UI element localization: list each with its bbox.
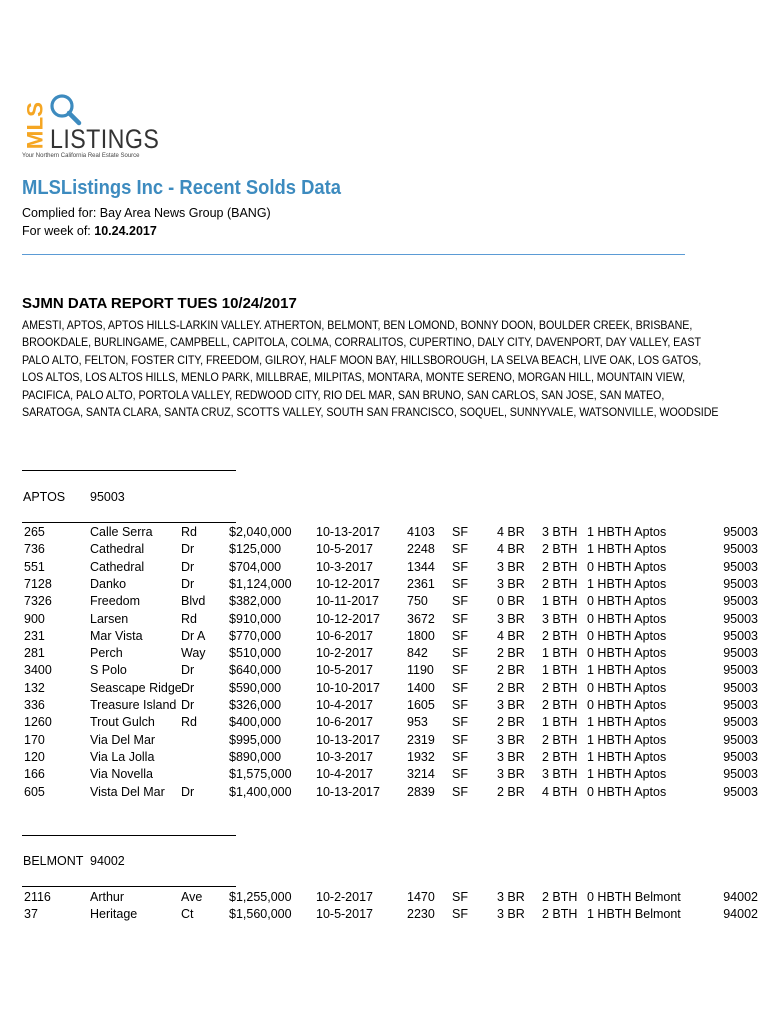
square-feet: 842 [407,646,428,661]
sale-date: 10-6-2017 [316,715,373,730]
half-baths-city: 1 HBTH Aptos [587,767,667,782]
half-baths-city: 0 HBTH Aptos [587,698,667,712]
zip-code: 95003 [723,542,758,557]
street-name: Danko [90,576,127,591]
property-type: SF [452,611,468,626]
section-rule [22,886,236,887]
sale-date: 10-13-2017 [316,732,380,747]
property-type: SF [452,784,468,799]
sale-price: $995,000 [229,732,282,747]
section-rule [22,835,236,836]
square-feet: 1800 [407,628,435,643]
sale-price: $400,000 [229,715,282,730]
aptos-city-label: APTOS [23,490,66,504]
street-name: Via Novella [90,767,154,782]
street-number: 7128 [24,576,52,591]
mls-listings-logo [22,92,160,166]
table-row [0,577,768,594]
square-feet: 2361 [407,576,435,591]
cities-line: PACIFICA, PALO ALTO, PORTOLA VALLEY, REDWOOD CITY, RIO DEL MAR, SAN BRUNO, SAN CARLOS, SAN JOSE, SAN MATEO, [22,389,665,402]
street-name: Vista Del Mar [90,784,165,799]
bedrooms: 0 BR [497,594,525,609]
street-name: Cathedral [90,542,145,557]
street-type: Dr [181,542,195,557]
header-divider [22,254,685,255]
table-row [0,629,768,646]
square-feet: 2248 [407,542,435,557]
half-baths-city: 0 HBTH Belmont [587,890,681,904]
sale-price: $125,000 [229,542,282,557]
street-name: Perch [90,646,123,661]
property-type: SF [452,680,468,695]
half-baths-city: 0 HBTH Aptos [587,646,667,661]
sale-date: 10-13-2017 [316,525,380,539]
half-baths-city: 1 HBTH Aptos [587,663,667,678]
street-number: 1260 [24,715,52,730]
sale-price: $890,000 [229,749,282,764]
sale-price: $326,000 [229,698,282,712]
property-type: SF [452,628,468,643]
street-name: Calle Serra [90,525,153,539]
sale-date: 10-4-2017 [316,767,373,782]
sale-date: 10-2-2017 [316,890,373,904]
table-row [0,560,768,577]
table-row [0,750,768,767]
sale-price: $770,000 [229,628,282,643]
half-baths-city: 1 HBTH Belmont [587,907,681,922]
half-baths-city: 0 HBTH Aptos [587,784,667,799]
bedrooms: 3 BR [497,611,525,626]
bedrooms: 2 BR [497,663,525,678]
bathrooms: 1 BTH [542,594,578,609]
property-type: SF [452,594,468,609]
square-feet: 1400 [407,680,435,695]
aptos-zip-label: 95003 [90,490,125,504]
table-row [0,542,768,559]
street-type: Rd [181,525,197,539]
half-baths-city: 1 HBTH Aptos [587,576,667,591]
sale-price: $1,400,000 [229,784,292,799]
sale-date: 10-2-2017 [316,646,373,661]
street-name: Cathedral [90,559,145,574]
table-row [0,733,768,750]
bedrooms: 3 BR [497,907,525,922]
street-name: Freedom [90,594,141,609]
street-number: 132 [24,680,45,695]
cities-line: LOS ALTOS, LOS ALTOS HILLS, MENLO PARK, MILLBRAE, MILPITAS, MONTARA, MONTE SERENO, MORGAN HILL, MOUNTAIN VIEW, [22,372,686,385]
street-name: Seascape Ridge [90,680,182,695]
zip-code: 95003 [723,784,758,799]
street-number: 336 [24,698,45,712]
page-title: MLSListings Inc - Recent Solds Data [22,177,341,199]
zip-code: 95003 [723,663,758,678]
week-of-value: 10.24.2017 [94,224,157,238]
property-type: SF [452,542,468,557]
zip-code: 95003 [723,559,758,574]
zip-code: 95003 [723,680,758,695]
sale-date: 10-10-2017 [316,680,380,695]
table-row [0,525,768,542]
sale-price: $640,000 [229,663,282,678]
street-type: Rd [181,611,197,626]
street-type: Ave [181,890,203,904]
street-number: 551 [24,559,45,574]
street-number: 265 [24,525,45,539]
compiled-for-text: Complied for: Bay Area News Group (BANG) [22,206,271,220]
half-baths-city: 1 HBTH Aptos [587,542,667,557]
street-number: 736 [24,542,45,557]
street-number: 2116 [24,890,51,904]
property-type: SF [452,749,468,764]
week-of-line [22,224,157,238]
square-feet: 2319 [407,732,435,747]
zip-code: 94002 [723,890,758,904]
street-number: 900 [24,611,45,626]
half-baths-city: 0 HBTH Aptos [587,559,667,574]
street-type: Dr [181,784,195,799]
bathrooms: 2 BTH [542,628,578,643]
bedrooms: 3 BR [497,767,525,782]
street-type: Dr [181,663,195,678]
street-number: 120 [24,749,45,764]
sale-price: $2,040,000 [229,525,292,539]
bedrooms: 3 BR [497,890,525,904]
property-type: SF [452,890,468,904]
bedrooms: 3 BR [497,732,525,747]
bathrooms: 2 BTH [542,890,578,904]
bathrooms: 2 BTH [542,559,578,574]
zip-code: 95003 [723,732,758,747]
half-baths-city: 0 HBTH Aptos [587,594,667,609]
bedrooms: 2 BR [497,680,525,695]
street-number: 281 [24,646,45,661]
property-type: SF [452,698,468,712]
bathrooms: 2 BTH [542,732,578,747]
table-row [0,785,768,802]
belmont-zip-label: 94002 [90,854,125,868]
section-rule [22,522,236,523]
street-type: Ct [181,907,194,922]
cities-line: AMESTI, APTOS, APTOS HILLS-LARKIN VALLEY. ATHERTON, BELMONT, BEN LOMOND, BONNY DOON, BOULDER CREEK, BRISBANE, [22,320,693,332]
sale-price: $704,000 [229,559,282,574]
street-number: 7326 [24,594,52,609]
table-row [0,663,768,680]
street-name: Mar Vista [90,628,143,643]
street-number: 170 [24,732,45,747]
sale-price: $590,000 [229,680,282,695]
sale-date: 10-12-2017 [316,611,380,626]
bedrooms: 4 BR [497,542,525,557]
sale-price: $382,000 [229,594,282,609]
cities-line: SARATOGA, SANTA CLARA, SANTA CRUZ, SCOTTS VALLEY, SOUTH SAN FRANCISCO, SOQUEL, SUNNYVALE, WATSONVILLE, WOODSIDE [22,407,719,420]
zip-code: 95003 [723,749,758,764]
table-row [0,767,768,784]
square-feet: 1932 [407,749,435,764]
zip-code: 95003 [723,715,758,730]
half-baths-city: 1 HBTH Aptos [587,525,667,539]
zip-code: 95003 [723,646,758,661]
sale-price: $910,000 [229,611,282,626]
street-type: Dr [181,680,195,695]
half-baths-city: 1 HBTH Aptos [587,732,667,747]
half-baths-city: 0 HBTH Aptos [587,628,667,643]
sale-date: 10-13-2017 [316,784,380,799]
square-feet: 4103 [407,525,435,539]
cities-line: PALO ALTO, FELTON, FOSTER CITY, FREEDOM, GILROY, HALF MOON BAY, HILLSBOROUGH, LA SELVA BEACH, LIVE OAK, LOS GATOS, [22,354,702,367]
square-feet: 2839 [407,784,435,799]
sale-price: $1,575,000 [229,767,292,782]
zip-code: 95003 [723,767,758,782]
street-name: Arthur [90,890,125,904]
bedrooms: 4 BR [497,628,525,643]
bathrooms: 2 BTH [542,680,578,695]
bedrooms: 3 BR [497,576,525,591]
half-baths-city: 1 HBTH Aptos [587,749,667,764]
sale-date: 10-5-2017 [316,663,373,678]
sale-date: 10-12-2017 [316,576,380,591]
zip-code: 95003 [723,698,758,712]
zip-code: 94002 [723,907,758,922]
logo-wordmark: LISTINGS [50,124,160,154]
sale-price: $1,124,000 [229,576,292,591]
bathrooms: 2 BTH [542,576,578,591]
street-type: Dr [181,698,195,712]
property-type: SF [452,646,468,661]
bedrooms: 3 BR [497,698,525,712]
square-feet: 1344 [407,559,435,574]
table-row [0,715,768,732]
street-type: Dr [181,559,195,574]
table-row [0,698,768,715]
property-type: SF [452,767,468,782]
property-type: SF [452,732,468,747]
zip-code: 95003 [723,628,758,643]
zip-code: 95003 [723,576,758,591]
bathrooms: 1 BTH [542,663,578,678]
sale-price: $1,560,000 [229,907,292,922]
property-type: SF [452,715,468,730]
property-type: SF [452,525,468,539]
bedrooms: 3 BR [497,749,525,764]
zip-code: 95003 [723,611,758,626]
sale-date: 10-5-2017 [316,542,373,557]
half-baths-city: 0 HBTH Aptos [587,680,667,695]
sale-date: 10-6-2017 [316,628,373,643]
square-feet: 3672 [407,611,435,626]
bathrooms: 2 BTH [542,907,578,922]
street-type: Dr [181,576,195,591]
street-type: Rd [181,715,197,730]
cities-line: BROOKDALE, BURLINGAME, CAMPBELL, CAPITOLA, COLMA, CORRALITOS, CUPERTINO, DALY CITY, DAVENPORT, DAY VALLEY, EAST [22,337,701,350]
street-name: Larsen [90,611,129,626]
section-rule [22,470,236,471]
sale-date: 10-4-2017 [316,698,373,712]
square-feet: 2230 [407,907,435,922]
street-number: 3400 [24,663,52,678]
table-row [0,907,768,924]
street-name: Heritage [90,907,138,922]
street-type: Way [181,646,206,661]
logo-tagline: Your Northern California Real Estate Source [22,153,140,159]
property-type: SF [452,576,468,591]
week-of-label: For week of: [22,224,95,238]
zip-code: 95003 [723,594,758,609]
bathrooms: 3 BTH [542,767,578,782]
table-row [0,890,768,907]
belmont-city-label: BELMONT [23,854,84,868]
table-row [0,612,768,629]
sale-date: 10-3-2017 [316,749,373,764]
property-type: SF [452,663,468,678]
bathrooms: 2 BTH [542,542,578,557]
street-type: Dr A [181,628,206,643]
half-baths-city: 1 HBTH Aptos [587,715,667,730]
half-baths-city: 0 HBTH Aptos [587,611,667,626]
bathrooms: 3 BTH [542,611,578,626]
sale-date: 10-11-2017 [316,594,380,609]
street-type: Blvd [181,594,206,609]
bedrooms: 2 BR [497,784,525,799]
bathrooms: 3 BTH [542,525,578,539]
square-feet: 1470 [407,890,435,904]
table-row [0,681,768,698]
square-feet: 3214 [407,767,435,782]
square-feet: 750 [407,594,428,609]
street-name: Via La Jolla [90,749,155,764]
property-type: SF [452,907,468,922]
street-number: 166 [24,767,45,782]
square-feet: 953 [407,715,428,730]
bathrooms: 2 BTH [542,698,578,712]
square-feet: 1605 [407,698,435,712]
bathrooms: 1 BTH [542,715,578,730]
street-name: Via Del Mar [90,732,156,747]
property-type: SF [452,559,468,574]
street-number: 37 [24,907,38,922]
square-feet: 1190 [407,663,434,678]
sale-date: 10-5-2017 [316,907,373,922]
street-name: Trout Gulch [90,715,155,730]
street-name: Treasure Island [90,698,177,712]
table-row [0,594,768,611]
bathrooms: 1 BTH [542,646,578,661]
sale-date: 10-3-2017 [316,559,373,574]
bedrooms: 3 BR [497,559,525,574]
cities-list [22,318,766,422]
report-title: SJMN DATA REPORT TUES 10/24/2017 [22,295,297,312]
bedrooms: 2 BR [497,715,525,730]
bathrooms: 2 BTH [542,749,578,764]
svg-text:MLS: MLS [22,101,48,150]
bedrooms: 2 BR [497,646,525,661]
table-row [0,646,768,663]
street-name: S Polo [90,663,127,678]
street-number: 231 [24,628,45,643]
sale-price: $1,255,000 [229,890,292,904]
compiled-for-line [22,206,271,220]
sale-price: $510,000 [229,646,282,661]
bedrooms: 4 BR [497,525,525,539]
street-number: 605 [24,784,45,799]
zip-code: 95003 [723,525,758,539]
bathrooms: 4 BTH [542,784,578,799]
